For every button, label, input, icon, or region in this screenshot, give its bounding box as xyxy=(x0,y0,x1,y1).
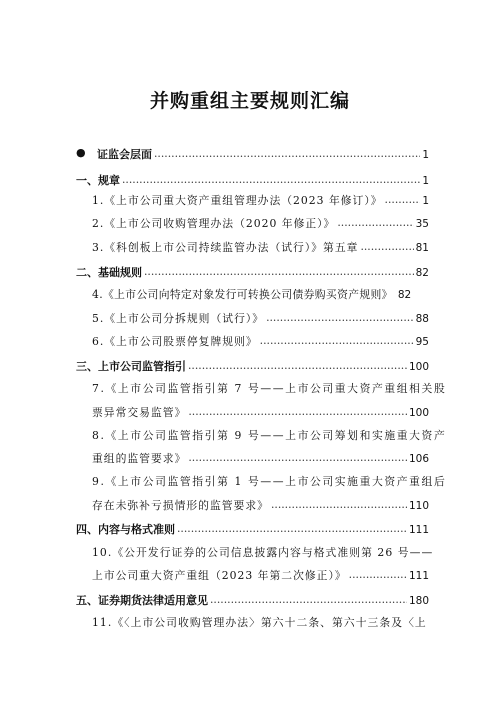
leader-dots xyxy=(266,311,414,324)
toc-entry-page: 106 xyxy=(408,453,429,465)
leader-dots xyxy=(188,405,407,418)
toc-item-9-line1[interactable]: 9.《上市公司监管指引第 1 号——上市公司实施重大资产重组后 xyxy=(92,475,447,488)
toc-entry-page: 88 xyxy=(415,313,429,325)
toc-entry-page: 95 xyxy=(415,336,429,348)
toc-entry-label: 1.《上市公司重大资产重组管理办法（2023 年修订）》 xyxy=(92,194,383,207)
toc-item-9[interactable] xyxy=(92,498,429,513)
toc-entry-page: 82 xyxy=(397,289,412,301)
toc-section-content-format[interactable] xyxy=(76,521,429,537)
toc-entry-label: 三、上市公司监管指引 xyxy=(76,360,186,373)
toc-section-legal-opinions[interactable] xyxy=(76,592,429,608)
leader-dots xyxy=(210,593,407,606)
toc-entry-label: 五、证券期货法律适用意见 xyxy=(76,594,208,607)
leader-dots xyxy=(122,173,420,186)
toc-item-5[interactable] xyxy=(92,311,429,326)
toc-section-basic-rules[interactable] xyxy=(76,264,429,280)
toc-entry-page: 35 xyxy=(415,218,429,230)
toc-entry-label: 证监会层面 xyxy=(97,148,152,161)
toc-entry-label: 3.《科创板上市公司持续监管办法（试行）》第五章 xyxy=(92,241,359,254)
toc-entry-regulator-level[interactable] xyxy=(97,146,429,162)
leader-dots xyxy=(271,498,407,511)
toc-item-8-line1[interactable]: 8.《上市公司监管指引第 9 号——上市公司筹划和实施重大资产 xyxy=(92,429,447,442)
toc-entry-label: 上市公司重大资产重组（2023 年第二次修正）》 xyxy=(92,569,347,582)
toc-entry-label: 一、规章 xyxy=(76,174,120,187)
leader-dots xyxy=(385,193,421,206)
toc-item-10[interactable] xyxy=(92,568,429,583)
leader-dots xyxy=(360,240,413,253)
leader-dots xyxy=(177,522,407,535)
toc-item-7-line1[interactable]: 7.《上市公司监管指引第 7 号——上市公司重大资产重组相关股 xyxy=(92,382,447,395)
toc-entry-page: 110 xyxy=(408,500,429,512)
leader-dots xyxy=(349,568,407,581)
toc-item-11-line1[interactable]: 11.《〈上市公司收购管理办法〉第六十二条、第六十三条及〈上 xyxy=(92,616,427,629)
toc-item-6[interactable] xyxy=(92,334,429,349)
leader-dots xyxy=(188,451,407,464)
toc-entry-page: 1 xyxy=(422,149,429,161)
toc-entry-page: 1 xyxy=(422,195,429,207)
bullet-icon: ● xyxy=(76,146,86,159)
toc-item-3[interactable] xyxy=(92,240,429,255)
toc-entry-label: 5.《上市公司分拆规则（试行）》 xyxy=(92,312,265,325)
toc-entry-page: 100 xyxy=(408,407,429,419)
toc-entry-page: 111 xyxy=(408,524,429,536)
toc-entry-page: 100 xyxy=(408,361,429,373)
toc-item-8[interactable] xyxy=(92,451,429,466)
leader-dots xyxy=(337,216,413,229)
toc-entry-label: 2.《上市公司收购管理办法（2020 年修正）》 xyxy=(92,217,336,230)
toc-entry-page: 180 xyxy=(408,595,429,607)
toc-entry-page: 1 xyxy=(422,175,429,187)
toc-entry-page: 82 xyxy=(415,267,429,279)
toc-entry-label: 重组的监管要求》 xyxy=(92,452,187,465)
toc-item-7[interactable] xyxy=(92,405,429,420)
toc-section-supervision-guidelines[interactable] xyxy=(76,358,429,374)
toc-item-1[interactable] xyxy=(92,193,429,208)
toc-entry-label: 6.《上市公司股票停复牌规则》 xyxy=(92,335,258,348)
document-title: 并购重组主要规则汇编 xyxy=(149,90,350,112)
leader-dots xyxy=(260,334,414,347)
toc-item-2[interactable] xyxy=(92,216,429,231)
toc-entry-label: 存在未弥补亏损情形的监管要求》 xyxy=(92,499,269,512)
toc-entry-label: 四、内容与格式准则 xyxy=(76,523,175,536)
toc-section-rules[interactable] xyxy=(76,172,429,188)
toc-entry-page: 81 xyxy=(415,242,429,254)
leader-dots xyxy=(144,265,414,278)
toc-item-10-line1[interactable]: 10.《公开发行证券的公司信息披露内容与格式准则第 26 号—— xyxy=(92,546,434,559)
toc-entry-label: 4.《上市公司向特定对象发行可转换公司债券购买资产规则》 xyxy=(92,288,393,301)
leader-dots xyxy=(188,359,407,372)
toc-entry-label: 二、基础规则 xyxy=(76,266,142,279)
toc-entry-page: 111 xyxy=(408,570,429,582)
toc-entry-label: 票异常交易监管》 xyxy=(92,406,187,419)
leader-dots xyxy=(154,147,420,160)
toc-item-4[interactable] xyxy=(92,287,429,302)
